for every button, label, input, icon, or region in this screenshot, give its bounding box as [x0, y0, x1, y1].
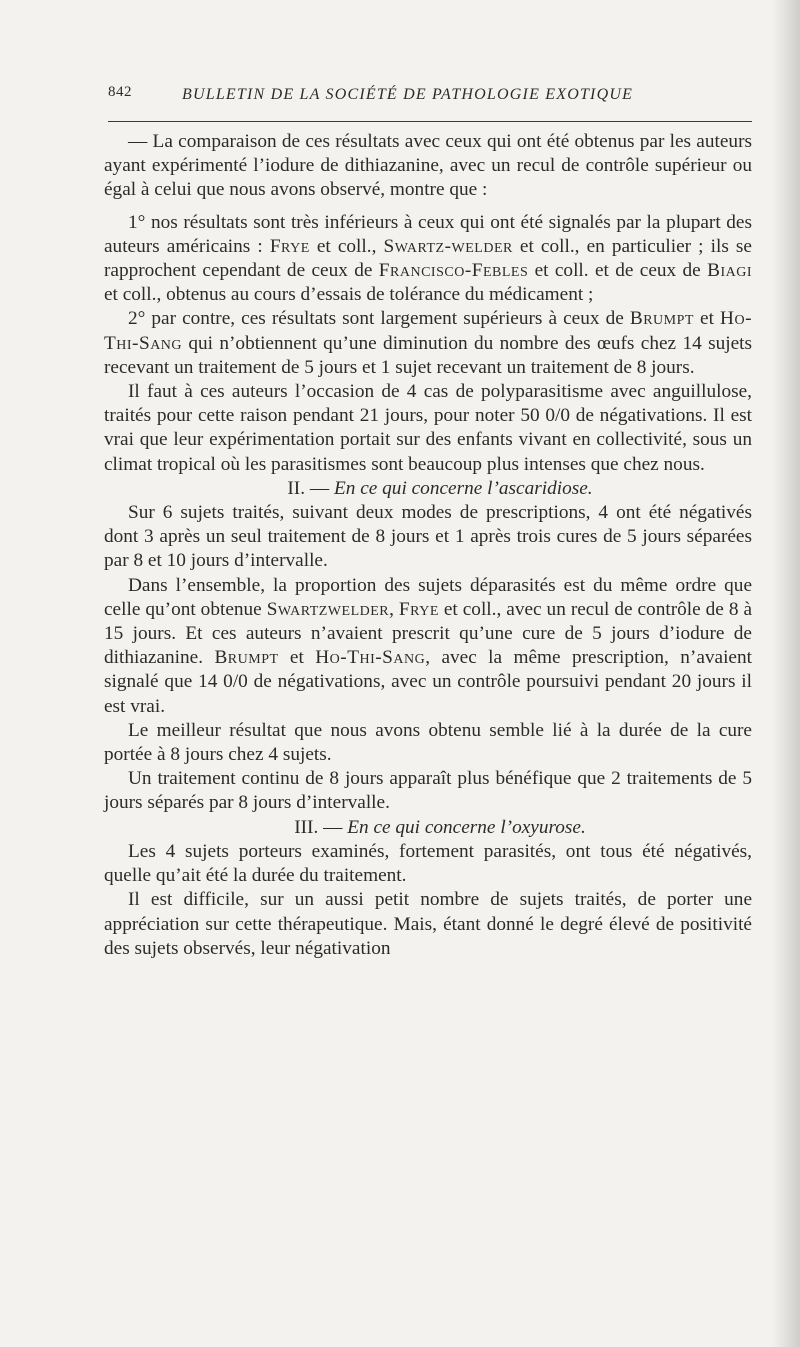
paragraph-point-1: 1° nos résultats sont très inférieurs à ceux qui ont été signalés par la plupart des auteurs américains : Frye et coll., Swartz-welder et coll., en particulier ; ils se rapprochent cependant de ceux de Francisco-Febles et coll. et de ceux de Biagi et coll., obtenus au cours d’essais de tolérance du médicament ;	[104, 211, 752, 306]
author-name: Frye	[398, 598, 439, 620]
paragraph-continuous-treatment: Un traitement continu de 8 jours apparaît plus bénéfique que 2 traitements de 5 jours séparés par 8 jours d’intervalle.	[104, 768, 752, 814]
author-name: Francisco-Febles	[378, 260, 529, 282]
body-text	[104, 130, 752, 961]
paragraph-polyparasitism: Il faut à ces auteurs l’occasion de 4 cas de polyparasitisme avec anguillulose, traités pour cette raison pendant 21 jours, pour noter 50 0/0 de négativations. Il est vrai que leur expérimentation portait sur des enfants vivant en collectivité, sous un climat tropical où les parasitismes sont beaucoup plus intenses que chez nous.	[104, 381, 752, 475]
paragraph-point-2: 2° par contre, ces résultats sont largement supérieurs à ceux de Brumpt et Ho-Thi-Sang qui n’obtiennent qu’une diminution du nombre des œufs chez 14 sujets recevant un traitement de 5 jours et 1 sujet recevant un traitement de 8 jours.	[104, 308, 752, 378]
paragraph-ascaris-comparison: Dans l’ensemble, la proportion des sujets déparasités est du même ordre que celle qu’ont obtenue Swartzwelder, Frye et coll., avec un recul de contrôle de 8 à 15 jours. Et ces auteurs n’avaient prescrit qu’une cure de 5 jours d’iodure de dithiazanine. Brumpt et Ho-Thi-Sang, avec la même prescription, n’avaient signalé que 14 0/0 de négativations, avec un contrôle poursuivi pendant 20 jours il est vrai.	[104, 574, 752, 717]
author-name: Brumpt	[629, 308, 694, 330]
paragraph-comparison: — La comparaison de ces résultats avec ceux qui ont été obtenus par les auteurs ayant expérimenté l’iodure de dithiazanine, avec un recul de contrôle supérieur ou égal à celui que nous avons observé, montre que :	[104, 131, 752, 201]
header-rule	[108, 121, 752, 122]
paragraph-ascaris-results: Sur 6 sujets traités, suivant deux modes de prescriptions, 4 ont été négativés dont 3 après un seul traitement de 8 jours et 1 après trois cures de 5 jours séparées par 8 et 10 jours d’intervalle.	[104, 502, 752, 572]
paragraph-oxyurose-assessment: Il est difficile, sur un aussi petit nombre de sujets traités, de porter une appréciation sur cette thérapeutique. Mais, étant donné le degré élevé de positivité des sujets observés, leur négativation	[104, 889, 752, 959]
paragraph-best-result: Le meilleur résultat que nous avons obtenu semble lié à la durée de la cure portée à 8 jours chez 4 sujets.	[104, 719, 752, 766]
page-number: 842	[108, 84, 132, 100]
section-heading-oxyurose: III. — En ce qui concerne l’oxyurose.	[294, 816, 586, 838]
author-name: Biagi	[707, 260, 752, 282]
author-name: Ho-Thi-Sang	[315, 647, 426, 669]
author-name: Frye	[269, 235, 310, 257]
running-title: BULLETIN DE LA SOCIÉTÉ DE PATHOLOGIE EXOTIQUE	[182, 86, 634, 103]
author-name: Swartz-welder	[383, 235, 513, 257]
page-header	[108, 84, 754, 114]
author-name: Brumpt	[214, 647, 279, 669]
section-heading-ascaridiose: II. — En ce qui concerne l’ascaridiose.	[287, 477, 593, 499]
paragraph-oxyurose-results: Les 4 sujets porteurs examinés, fortement parasités, ont tous été négativés, quelle qu’ait été la durée du traitement.	[104, 840, 752, 887]
author-name: Swartzwelder	[266, 598, 390, 620]
author-name: Ho-Thi-Sang	[104, 308, 752, 354]
page-edge-shadow	[772, 0, 800, 1347]
